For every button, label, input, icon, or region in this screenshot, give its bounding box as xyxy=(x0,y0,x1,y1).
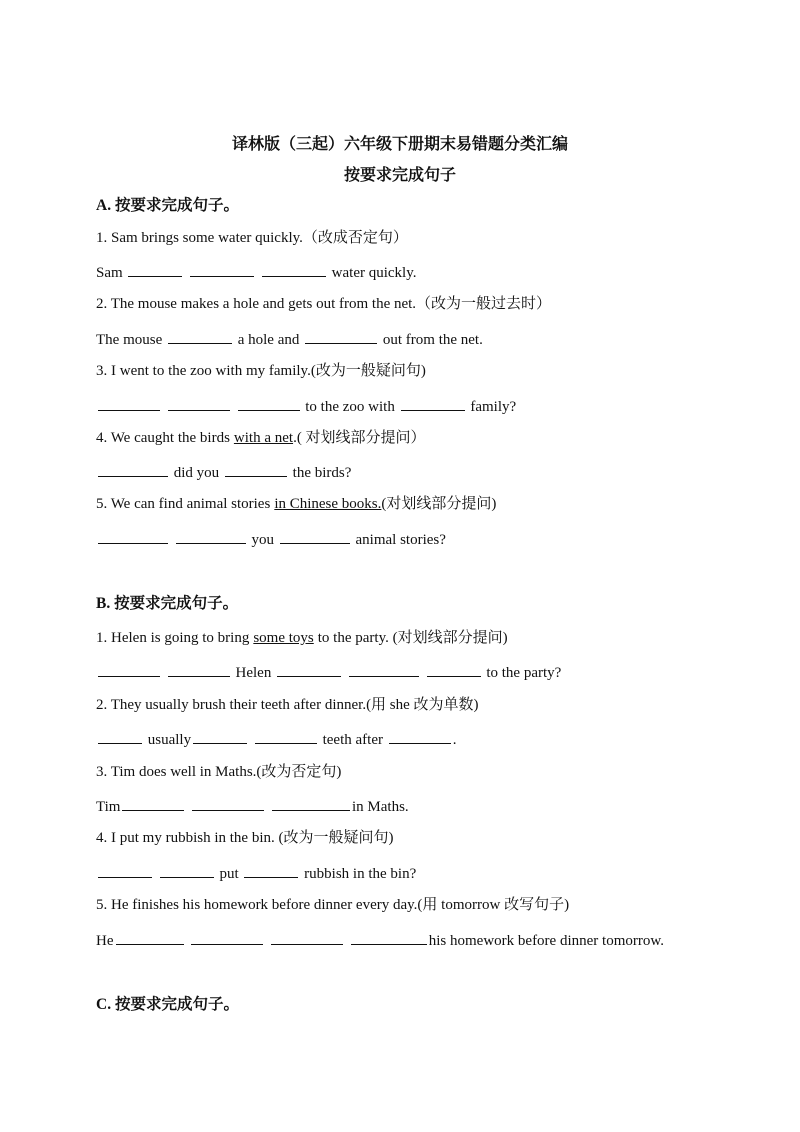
answer-b2: usually teeth after . xyxy=(96,729,456,749)
blank[interactable] xyxy=(351,930,427,945)
blank[interactable] xyxy=(98,529,168,544)
blank[interactable] xyxy=(128,262,182,277)
page-subtitle: 按要求完成句子 xyxy=(343,167,456,184)
blank[interactable] xyxy=(160,863,214,878)
section-c-heading: C. 按要求完成句子。 xyxy=(96,996,239,1013)
question-a2: 2. The mouse makes a hole and gets out from the net.（改为一般过去时） xyxy=(96,296,552,312)
blank[interactable] xyxy=(168,662,230,677)
blank[interactable] xyxy=(168,396,230,411)
underlined-phrase: with a net xyxy=(233,430,294,446)
blank[interactable] xyxy=(116,930,184,945)
question-b2: 2. They usually brush their teeth after dinner.(用 she 改为单数) xyxy=(96,697,479,713)
blank[interactable] xyxy=(98,729,142,744)
blank[interactable] xyxy=(389,729,451,744)
blank[interactable] xyxy=(98,462,168,477)
blank[interactable] xyxy=(277,662,341,677)
answer-a2: The mouse a hole and out from the net. xyxy=(96,329,483,349)
question-b1: 1. Helen is going to bring some toys to the party. (对划线部分提问) xyxy=(96,630,508,646)
answer-a1: Sam water quickly. xyxy=(96,262,417,282)
blank[interactable] xyxy=(98,662,160,677)
blank[interactable] xyxy=(272,796,350,811)
question-a5: 5. We can find animal stories in Chinese books.(对划线部分提问) xyxy=(96,496,497,512)
answer-b4: put rubbish in the bin? xyxy=(96,863,416,883)
page-title: 译林版（三起）六年级下册期末易错题分类汇编 xyxy=(231,136,568,153)
question-a1: 1. Sam brings some water quickly.（改成否定句） xyxy=(96,230,408,246)
blank[interactable] xyxy=(280,529,350,544)
underlined-phrase: some toys xyxy=(253,630,314,646)
question-b4: 4. I put my rubbish in the bin. (改为一般疑问句) xyxy=(96,830,394,846)
answer-a3: to the zoo with family? xyxy=(96,396,516,416)
blank[interactable] xyxy=(98,863,152,878)
blank[interactable] xyxy=(427,662,481,677)
blank[interactable] xyxy=(255,729,317,744)
section-b-heading: B. 按要求完成句子。 xyxy=(96,595,239,612)
answer-b3: Tim in Maths. xyxy=(96,796,409,816)
underlined-phrase: in Chinese books. xyxy=(274,496,382,512)
question-b3: 3. Tim does well in Maths.(改为否定句) xyxy=(96,764,342,780)
blank[interactable] xyxy=(98,396,160,411)
answer-a5: you animal stories? xyxy=(96,529,446,549)
blank[interactable] xyxy=(238,396,300,411)
answer-b5: He his homework before dinner tomorrow. xyxy=(96,930,664,950)
blank[interactable] xyxy=(244,863,298,878)
blank[interactable] xyxy=(225,462,287,477)
blank[interactable] xyxy=(122,796,184,811)
question-b5: 5. He finishes his homework before dinner every day.(用 tomorrow 改写句子) xyxy=(96,897,570,913)
blank[interactable] xyxy=(271,930,343,945)
blank[interactable] xyxy=(191,930,263,945)
blank[interactable] xyxy=(193,729,247,744)
blank[interactable] xyxy=(305,329,377,344)
blank[interactable] xyxy=(176,529,246,544)
section-a-heading: A. 按要求完成句子。 xyxy=(96,197,239,214)
blank[interactable] xyxy=(168,329,232,344)
question-a3: 3. I went to the zoo with my family.(改为一般疑问句) xyxy=(96,363,426,379)
blank[interactable] xyxy=(192,796,264,811)
blank[interactable] xyxy=(262,262,326,277)
blank[interactable] xyxy=(190,262,254,277)
answer-a4: did you the birds? xyxy=(96,462,351,482)
blank[interactable] xyxy=(401,396,465,411)
answer-b1: Helen to the party? xyxy=(96,662,561,682)
question-a4: 4. We caught the birds with a net.( 对划线部分提问） xyxy=(96,430,426,446)
blank[interactable] xyxy=(349,662,419,677)
